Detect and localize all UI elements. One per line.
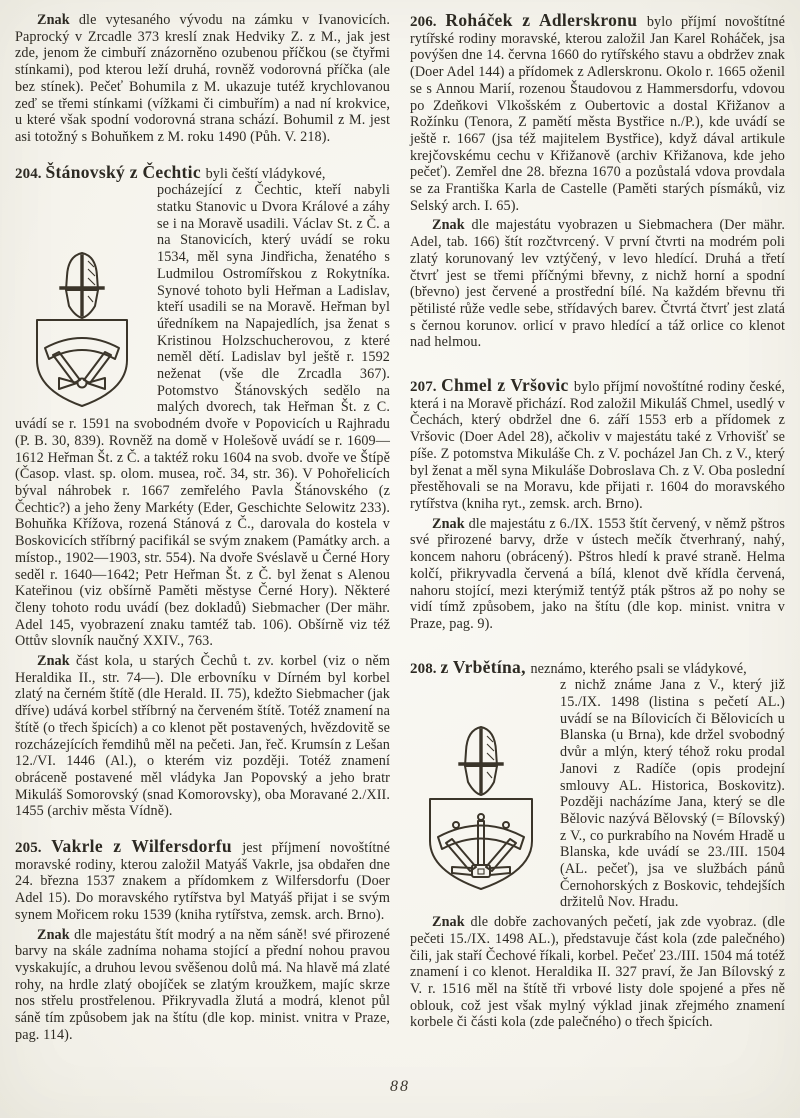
blazon-text: dle majestátu z 6./IX. 1553 štít červený, v němž pštros své přirozené barvy, drže v ústech mečík čtverhraný, nahý, koncem nahoru (obrácený). Pštros hledí k pravé straně. Helma kolčí, přikryvadla červená a bílá, klenot dvě křídla červená, nahoru stojící, mezi kterýmiž tentýž pták pštros až po nohy se vidí tímž způsobem, jako na štítu (dle kop. minist. vnitra v Praze, pag. 9). [410,515,785,632]
blazon-lead: Znak [37,653,76,670]
entry-205-heading-body [15,838,390,924]
entry-name: Chmel z Vršovic [441,375,574,396]
entry-205-blazon [15,927,390,1044]
entry-body-text: z nichž známe Jana z V., který již 15./IX. 1498 (listina s pečetí AL.) uvádí se na Bílovicích či Bělovicích u Blanska (u Brna), kde držel svobodný dvůr a mlýn, který téhož roku prodal Janovi z Radíče (opis prodejní smlouvy AL. Historica, Boskovitz). Později nacházíme Jana, který se dle Bělovic nazývá Bělovský (= Bílovský) z V., co purkrabího na Novém Hradě u Blanska, kde uvádí se 23./III. 1504 (AL. pečeť), jsa ve službách pánů Černohorských z Boskovic, tehdejších držitelů Nov. Hradu. [560,677,785,911]
blazon-lead: Znak [432,217,472,234]
entry-208 [410,656,785,1031]
entry-number: 205. [15,840,52,857]
right-column [410,12,785,1043]
entry-204 [15,161,390,820]
entry-name: Vakrle z Wilfersdorfu [51,836,243,857]
entry-lead-text: byli čeští vládykové, [205,165,326,182]
entry-body-text: bylo příjmí novoštítné rytířské rodiny moravské, kterou založil Jan Karel Roháček, jsa povýšen dne 14. června 1660 do rytířského stavu a obdržev znak (Doer Adel 144) a přídomek z Adlerskronu. Okolo r. 1665 oženil se s Annou Marií, rozenou Štaudovou z Hammersdorfu, vdovou po Zdeňkovi Vlkošském z Oubertovic a dostal Křižanov a Rožínku (Tenora, Z pamětí města Bystřice n./P.), kde uvádí se ještě r. 1667 (jsa též majitelem Bystřice), když dával artikule krejčovskému cechu v Křižanově (archiv Křižanova, kde jeho pečeť). Zemřel dne 28. března 1670 a pozůstalá vdova provdala se za Františka Karla de Castelle (Paměti starých písmáků, viz Selský arch. I. 65). [410,14,785,214]
left-column [15,12,390,1043]
entry-208-blazon [410,914,785,1031]
entry-207-heading-body [410,377,785,513]
entry-name: Štánovský z Čechtic [45,161,206,182]
entry-204-blazon [15,653,390,820]
entry-208-body-with-figure [410,677,785,1031]
blazon-text: dle dobře zachovaných pečetí, jak zde vyobraz. (dle pečeti 15./IX. 1498 AL.), představuje část kola (zde palečného) čili, jak staří Čechové říkali, korbel. Pečeť 23./III. 1504 má totéž znamení i co klenot. Heraldika II. 327 praví, že Jan Bílovský z V. r. 1516 měl na štítě tři vrbové listy dole spojené a přes ně oblouk, což jest však mylný výklad jinak zřejmého znamení korbele či části kola (zde palečného) o třech špicích. [410,914,785,1031]
helm-icon [460,727,502,795]
figure-coat-of-arms-208 [410,677,560,899]
blazon-text: dle majestátu vyobrazen u Siebmachera (Der mähr. Adel, tab. 166) štít rozčtvrcený. V první čtvrti na modrém poli zlatý korunovaný lev vztýčený, v levo hledící. Druhá a třetí čtvrť jest se třemi příčnými břevny, z nichž horní a spodní (břevno) jest červené a prostřední bílé. Na každém břevnu tři pětilisté růže vedle sebe, střídavých barev. Čtvrtá čtvrť jest zlatá s černou korunov. orlicí v pravo hledící a táž orlice co klenot nad helmou. [410,217,785,351]
entry-207 [410,377,785,633]
blazon-lead: Znak [37,926,75,943]
entry-206-heading-body [410,12,785,214]
entry-number: 208. [410,660,441,677]
entry-205 [15,838,390,1043]
coat-of-arms-korbel-icon [23,246,141,412]
shield-icon [37,320,127,406]
figure-coat-of-arms-204 [15,182,157,412]
entry-206-blazon [410,217,785,351]
entry-number: 204. [15,165,46,182]
entry-name: z Vrbětína, [440,656,531,677]
blazon-text: část kola, u starých Čechů t. zv. korbel (viz o něm Heraldika II., str. 74—). Dle erbovníku v Dírném byl korbel zlatý na černém štítě (dle Herald. II. 75), kdežto Siebmacher (jak dříve) udává korbel stříbrný na červeném štítě. Totéž znamení na štítě (o třech špicích) a co klenot pět postavených, hvězdovitě se rozcházejících řemdihů měl na pečeti. Jan, řeč. Krumsín z Lešan 12./VI. 1446 (Al.), o kterém viz později. Totéž znamení obráceně postavené měl vládyka Jan Popovský a jeho bratr Mikuláš Somorovský (snad Komorovsky), oba Moravané 2./XII. 1455 (archiv města Vídně). [15,653,390,820]
blazon-lead: Znak [432,515,469,532]
entry-208-heading [410,656,785,678]
entry-number: 206. [410,14,446,30]
coat-of-arms-korbel-icon [418,719,544,895]
entry-number: 207. [410,379,442,396]
blazon-text: dle majestátu štít modrý a na něm sáně! své přirozené barvy na skále zadníma nohama stojící a přední nohou pravou vyskakujíc, a druhou levou svěšenou dolů má. Na hlavě má zlaté rohy, na hrdle zlatý obojíček se zlatým kroužkem, majíc skrze nos střelu prostřelenou. Přikryvadla žlutá a modrá, klenot půl sáně tím způsobem jak na štítu (dle kop. minist. vnitra v Praze, pag. 114). [15,926,390,1043]
intro-text: dle vytesaného vývodu na zámku v Ivanovicích. Paprocký v Zrcadle 373 kreslí znak Hedviky Z. z M., jak jest zde, jenom že cimbuří znázorněno ozubenou příčkou (se čtyřmi stínkami), pod kterou leží druhá, rovněž vodorovná příčka (ale bez stínek). Pečeť Bohumila z M. ukazuje tutéž krychlovanou zeď se třemi stínkami (vížkami či cimbuřím) a nad ní krokvice, u které však spodní vodorovná strana schází. Bohumil z M. jest asi totožný s Bohuňkem z M. roku 1490 (Půh. V. 218). [15,12,390,145]
intro-lead: Znak [37,12,79,28]
shield-icon [430,799,532,889]
entry-lead-text: neznámo, kterého psali se vládykové, [530,660,747,677]
entry-body-text: jest příjmení novoštítné moravské rodiny, kterou založil Matyáš Vakrle, jsa obdařen dne 24. března 1537 znakem a přídomkem z Wilfersdorfu (Doer Adel 15). Do moravského rytířstva byl Matyáš přijat i se svým synem Mořicem roku 1539 (kniha rytířstva, zemsk. arch. Brno). [15,840,390,923]
entry-body-text: pocházející z Čechtic, kteří nabyli statku Stanovic u Dvora Králové a záhy se i na Moravě usadili. Václav St. z Č. a na Stanovicích, který uvádí se roku 1534, měl syna Jindřicha, ženatého s Ludmilou Ostromířskou z Rokytníka. Synové tohoto byli Heřman a Ladislav, kteří usadili se na Moravě. Heřman byl úředníkem na Napajedlích, jsa ženat s Kristinou Holzschucherovou, z které neměl dětí. Ladislav byl ještě r. 1592 neženat (vše dle Zrcadla 367). Potomstvo Štánovských sedělo na malých dvorech, tak Heřman Št. z C. uvádí se r. 1591 na svobodném dvoře v Popovicích u Rajhradu (P. B. 30, 839). Rovněž na domě v Holešově uvádí se r. 1609—1612 Heřman Št. z Č. a taktéž roku 1604 na svob. dvoře ve Štípě (Časop. vlast. sp. olom. musea, roč. 34, str. 36). V Pohořelicích býval náhrobek r. 1667 zemřelého Pavla Štánovského (z Čechtic?) a jeho ženy Markéty (Eder, Geschichte Selowitz 233). Bohuňka Křížova, rozená Stánová z Č., darovala do kostela v Boskovicích stříbrný pacifikál se svým znakem (Památky arch. a místop., 1902—1903, str. 554). Na dvoře Svéslavě u Černé Hory seděl r. 1640—1642; Petr Heřman Št. z Č. byl ženat s Alenou Kateřinou (viz obšírně Paměti městyse Černé Hory). Některé členy tohoto rodu uvádí (bez dokladů) Siebmacher (Der mähr. Adel 145, vyobrazení znaku tamtéž tab. 106). Obšírně viz též Ottův slovník naučný XXIV., 763. [15,182,390,650]
entry-204-heading [15,161,390,183]
entry-206 [410,12,785,351]
page-number: 88 [390,1078,410,1095]
helm-icon [61,253,103,318]
entry-body-text: bylo příjmí novoštítné rodiny české, která i na Moravě přichází. Rod založil Mikuláš Chmel, usedlý v Čechách, který obdržel dne 6. září 1553 erb a přídomek z Vršovic (Doer Adel 28), ačkoliv v majestátu také z Vrhovišť se píše. Z potomstva Mikuláše Ch. z V. pocházel Jan Ch. z V., který byl ženat a měl syna Mikuláše Dobroslava Ch. z V. Oba poslední přestěhovali se na Moravu, kde přijati r. 1604 do moravského rytířstva (kniha ryt., zemsk. arch. Brno). [410,379,786,512]
blazon-lead: Znak [432,914,471,931]
entry-204-body-with-figure [15,182,390,820]
entry-207-blazon [410,516,785,633]
intro-paragraph [15,12,390,146]
entry-name: Roháček z Adlerskronu [445,10,647,30]
